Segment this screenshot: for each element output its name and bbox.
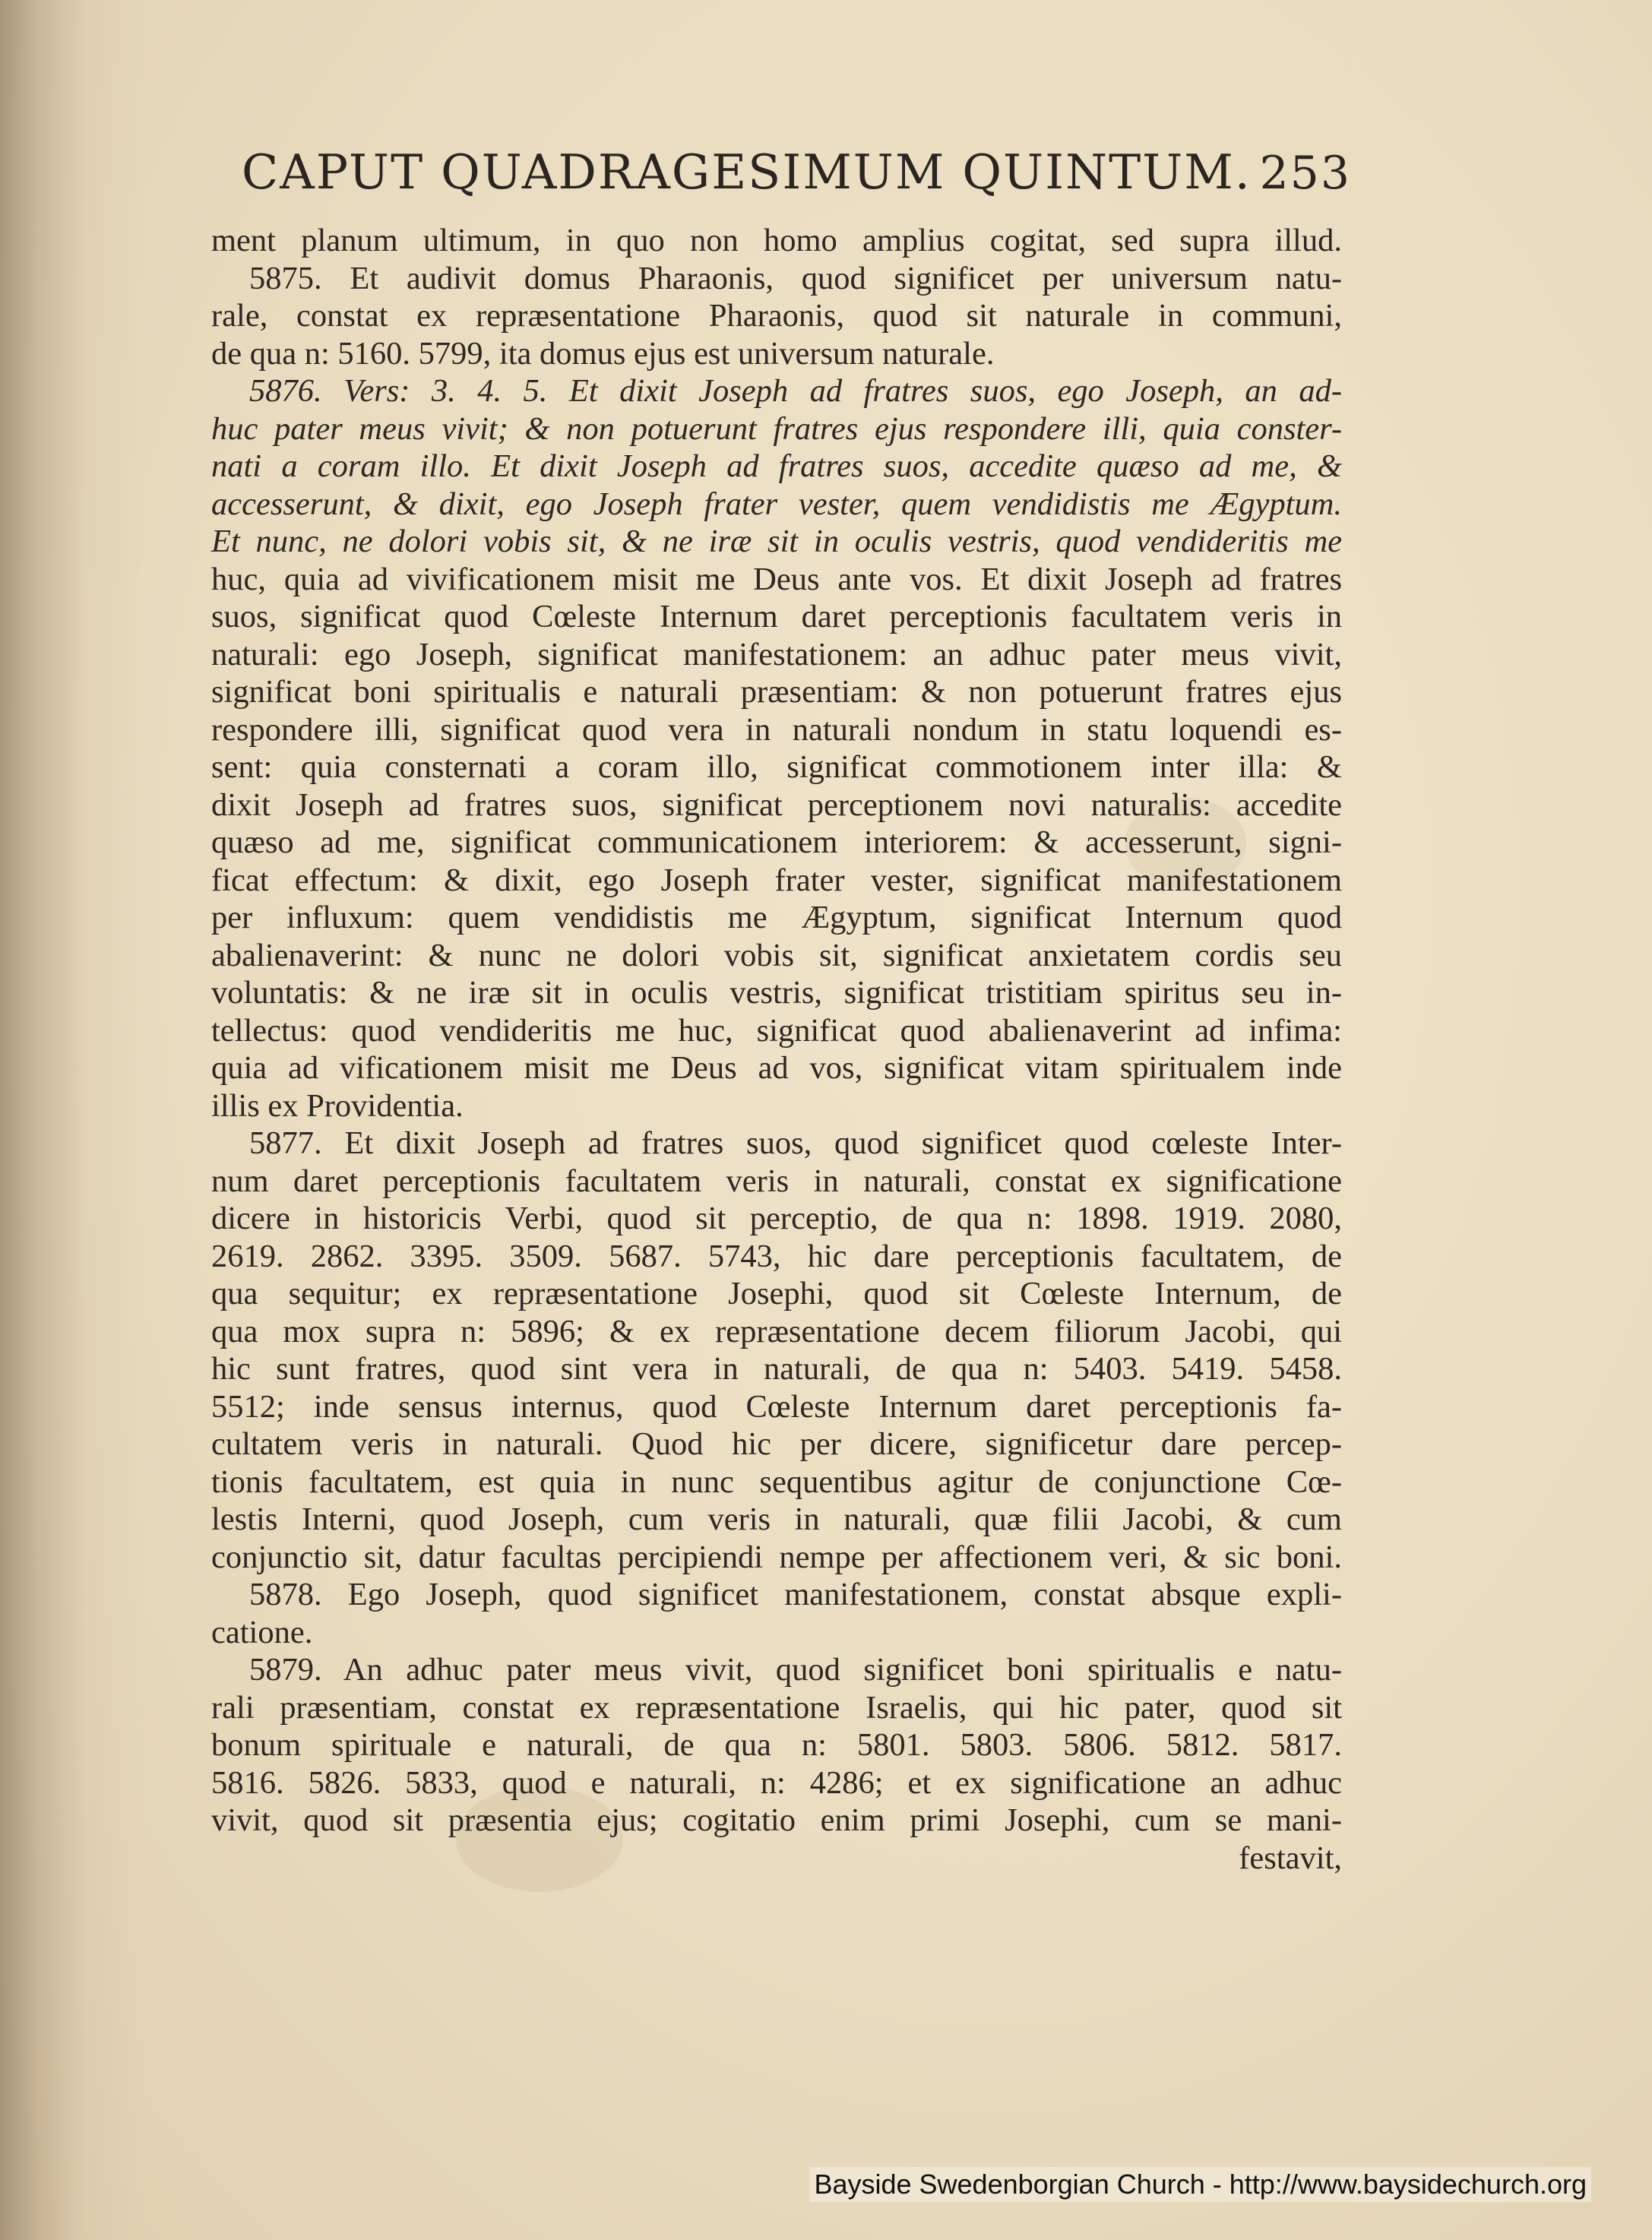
text-line: per influxum: quem vendidistis me Ægyptum, significat Internum quod	[211, 900, 1342, 935]
text-line: num daret perceptionis facultatem veris in naturali, constat ex significatione	[211, 1163, 1342, 1199]
text-line: ment planum ultimum, in quo non homo amplius cogitat, sed supra illud.	[211, 223, 1342, 258]
text-line: 2619. 2862. 3395. 3509. 5687. 5743, hic dare perceptionis facultatem, de	[211, 1238, 1342, 1274]
text-line: hic sunt fratres, quod sint vera in naturali, de qua n: 5403. 5419. 5458.	[211, 1351, 1342, 1387]
source-credit: Bayside Swedenborgian Church - http://www.baysidechurch.org	[809, 2167, 1591, 2202]
text-line: voluntatis: & ne iræ sit in oculis vestris, significat tristitiam spiritus seu in-	[211, 975, 1342, 1011]
text-line: suos, significat quod Cœleste Internum daret perceptionis facultatem veris in	[211, 599, 1342, 634]
text-line: bonum spirituale e naturali, de qua n: 5801. 5803. 5806. 5812. 5817.	[211, 1727, 1342, 1763]
text-line: de qua n: 5160. 5799, ita domus ejus est universum naturale.	[211, 335, 995, 372]
text-line: 5512; inde sensus internus, quod Cœleste Internum daret perceptionis fa-	[211, 1388, 1342, 1425]
text-line: 5877. Et dixit Joseph ad fratres suos, quod significet quod cœleste Inter-	[249, 1125, 1342, 1161]
text-line: qua sequitur; ex repræsentatione Josephi, quod sit Cœleste Internum, de	[211, 1276, 1342, 1311]
text-line: conjunctio sit, datur facultas percipiendi nempe per affectionem veri, & sic boni.	[211, 1539, 1342, 1575]
text-line: 5816. 5826. 5833, quod e naturali, n: 4286; et ex significatione an adhuc	[211, 1764, 1342, 1801]
text-line: dicere in historicis Verbi, quod sit perceptio, de qua n: 1898. 1919. 2080,	[211, 1201, 1342, 1236]
text-line: vivit, quod sit præsentia ejus; cogitatio enim primi Josephi, cum se mani-	[211, 1802, 1342, 1838]
text-line: abalienaverint: & nunc ne dolori vobis sit, significat anxietatem cordis seu	[211, 937, 1342, 973]
text-line: lestis Interni, quod Joseph, cum veris in naturali, quæ filii Jacobi, & cum	[211, 1501, 1342, 1537]
text-line: respondere illi, significat quod vera in naturali nondum in statu loquendi es-	[211, 711, 1342, 748]
text-line: huc, quia ad vivificationem misit me Deus ante vos. Et dixit Joseph ad fratres	[211, 561, 1342, 597]
text-line: 5878. Ego Joseph, quod significet manifestationem, constat absque expli-	[249, 1577, 1342, 1612]
page-number: 253	[1259, 147, 1351, 200]
text-line: huc pater meus vivit; & non potuerunt fratres ejus respondere illi, quia conster-	[211, 410, 1342, 447]
text-line: catione.	[211, 1614, 313, 1650]
text-line: significat boni spiritualis e naturali præsentiam: & non potuerunt fratres ejus	[211, 674, 1342, 710]
text-line: 5876. Vers: 3. 4. 5. Et dixit Joseph ad fratres suos, ego Joseph, an ad-	[249, 373, 1342, 409]
text-line: qua mox supra n: 5896; & ex repræsentatione decem filiorum Jacobi, qui	[211, 1313, 1342, 1349]
text-line: illis ex Providentia.	[211, 1087, 464, 1124]
text-line: nati a coram illo. Et dixit Joseph ad fratres suos, accedite quæso ad me, &	[211, 448, 1342, 484]
text-line: rale, constat ex repræsentatione Pharaonis, quod sit naturale in communi,	[211, 298, 1342, 334]
text-line: quia ad vificationem misit me Deus ad vos, significat vitam spiritualem inde	[211, 1050, 1342, 1086]
text-line: cultatem veris in naturali. Quod hic per dicere, significetur dare percep-	[211, 1426, 1342, 1462]
catchword-line: festavit,	[1239, 1840, 1342, 1876]
text-line: 5879. An adhuc pater meus vivit, quod significet boni spiritualis e natu-	[249, 1652, 1342, 1688]
text-line: dixit Joseph ad fratres suos, significat perceptionem novi naturalis: accedite	[211, 786, 1342, 823]
text-line: 5875. Et audivit domus Pharaonis, quod significet per universum natu-	[249, 260, 1342, 296]
text-line: Et nunc, ne dolori vobis sit, & ne iræ sit in oculis vestris, quod vendideritis me	[211, 524, 1342, 559]
body-text	[211, 222, 1342, 1877]
text-line: naturali: ego Joseph, significat manifestationem: an adhuc pater meus vivit,	[211, 636, 1342, 672]
text-line: accesserunt, & dixit, ego Joseph frater vester, quem vendidistis me Ægyptum.	[211, 486, 1342, 522]
text-line: sent: quia consternati a coram illo, significat commotionem inter illa: &	[211, 749, 1342, 785]
chapter-title: CAPUT QUADRAGESIMUM QUINTUM.	[242, 144, 1252, 200]
page-header	[242, 144, 1351, 220]
text-line: tionis facultatem, est quia in nunc sequentibus agitur de conjunctione Cœ-	[211, 1463, 1342, 1500]
text-line: quæso ad me, significat communicationem interiorem: & accesserunt, signi-	[211, 824, 1342, 860]
text-line: ficat effectum: & dixit, ego Joseph frater vester, significat manifestationem	[211, 862, 1342, 898]
text-line: rali præsentiam, constat ex repræsentatione Israelis, qui hic pater, quod sit	[211, 1689, 1342, 1726]
text-line: tellectus: quod vendideritis me huc, significat quod abalienaverint ad infima:	[211, 1012, 1342, 1049]
